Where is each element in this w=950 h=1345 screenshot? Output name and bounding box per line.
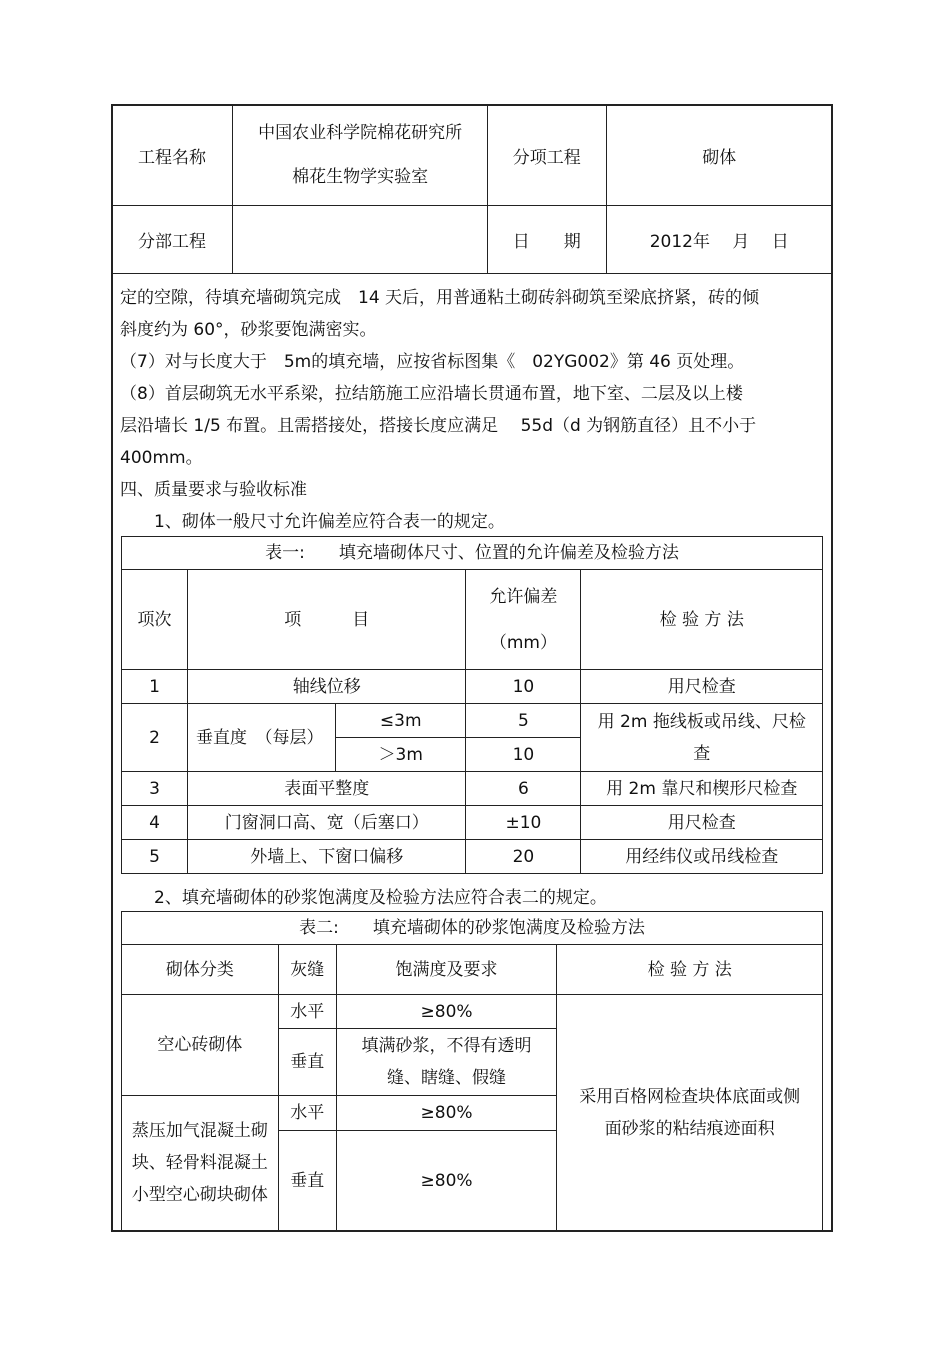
division-label: 分部工程 <box>112 206 233 274</box>
date-label: 日 期 <box>488 206 606 274</box>
table-row: 2 垂直度 （每层） ≤3m 5 用 2m 拖线板或吊线、尺检查 <box>122 704 823 738</box>
col-no: 项次 <box>122 570 188 670</box>
col-item: 项 目 <box>188 570 466 670</box>
project-name-value: 中国农业科学院棉花研究所 棉花生物学实验室 <box>233 105 488 206</box>
body-line: （8）首层砌筑无水平系梁，拉结筋施工应沿墙长贯通布置，地下室、二层及以上楼 <box>120 384 743 404</box>
body-line: （7）对与长度大于 5m的填充墙，应按省标图集《 02YG002》第 46 页处理。 <box>120 352 745 372</box>
sub-item-value: 砌体 <box>606 105 832 206</box>
table-row: 1 轴线位移 10 用尺检查 <box>122 670 823 704</box>
body-line: 斜度约为 60°，砂浆要饱满密实。 <box>120 320 377 340</box>
table-row: 5 外墙上、下窗口偏移 20 用经纬仪或吊线检查 <box>122 840 823 874</box>
table-two-title: 表二: 填充墙砌体的砂浆饱满度及检验方法 <box>122 912 823 945</box>
col-method: 检 验 方 法 <box>581 570 823 670</box>
header-table <box>111 104 833 274</box>
table-row: ＞3m 10 <box>122 738 823 772</box>
table-row: 垂直 填满砂浆，不得有透明缝、瞎缝、假缝 <box>122 1029 823 1096</box>
body-line: 层沿墙长 1/5 布置。且需搭接处，搭接长度应满足 55d（d 为钢筋直径）且不小于 <box>120 416 757 436</box>
body-line: 1、砌体一般尺寸允许偏差应符合表一的规定。 <box>120 512 505 532</box>
date-value: 2012年 月 日 <box>606 206 832 274</box>
body-text <box>120 282 810 538</box>
table-one <box>121 536 823 874</box>
col-deviation: 允许偏差 （mm） <box>466 570 581 670</box>
table-row: 4 门窗洞口高、宽（后塞口） ±10 用尺检查 <box>122 806 823 840</box>
section-heading: 四、质量要求与验收标准 <box>120 480 307 500</box>
paragraph-two: 2、填充墙砌体的砂浆饱满度及检验方法应符合表二的规定。 <box>120 888 607 908</box>
table-two <box>121 911 823 1231</box>
col-requirement: 饱满度及要求 <box>336 945 557 995</box>
project-name-label: 工程名称 <box>112 105 233 206</box>
table-row: 3 表面平整度 6 用 2m 靠尺和楔形尺检查 <box>122 772 823 806</box>
col-method: 检 验 方 法 <box>557 945 823 995</box>
table-row: 蒸压加气混凝土砌块、轻骨料混凝土小型空心砌块砌体 水平 ≥80% <box>122 1096 823 1131</box>
table-row: 空心砖砌体 水平 ≥80% 采用百格网检查块体底面或侧面砂浆的粘结痕迹面积 <box>122 995 823 1029</box>
table-row: 垂直 ≥80% <box>122 1131 823 1231</box>
col-joint: 灰缝 <box>278 945 336 995</box>
col-type: 砌体分类 <box>122 945 279 995</box>
sub-item-label: 分项工程 <box>488 105 606 206</box>
body-line: 定的空隙，待填充墙砌筑完成 14 天后，用普通粘土砌砖斜砌筑至梁底挤紧，砖的倾 <box>120 288 760 308</box>
table-one-title: 表一: 填充墙砌体尺寸、位置的允许偏差及检验方法 <box>122 537 823 570</box>
division-value <box>233 206 488 274</box>
body-line: 400mm。 <box>120 448 203 468</box>
